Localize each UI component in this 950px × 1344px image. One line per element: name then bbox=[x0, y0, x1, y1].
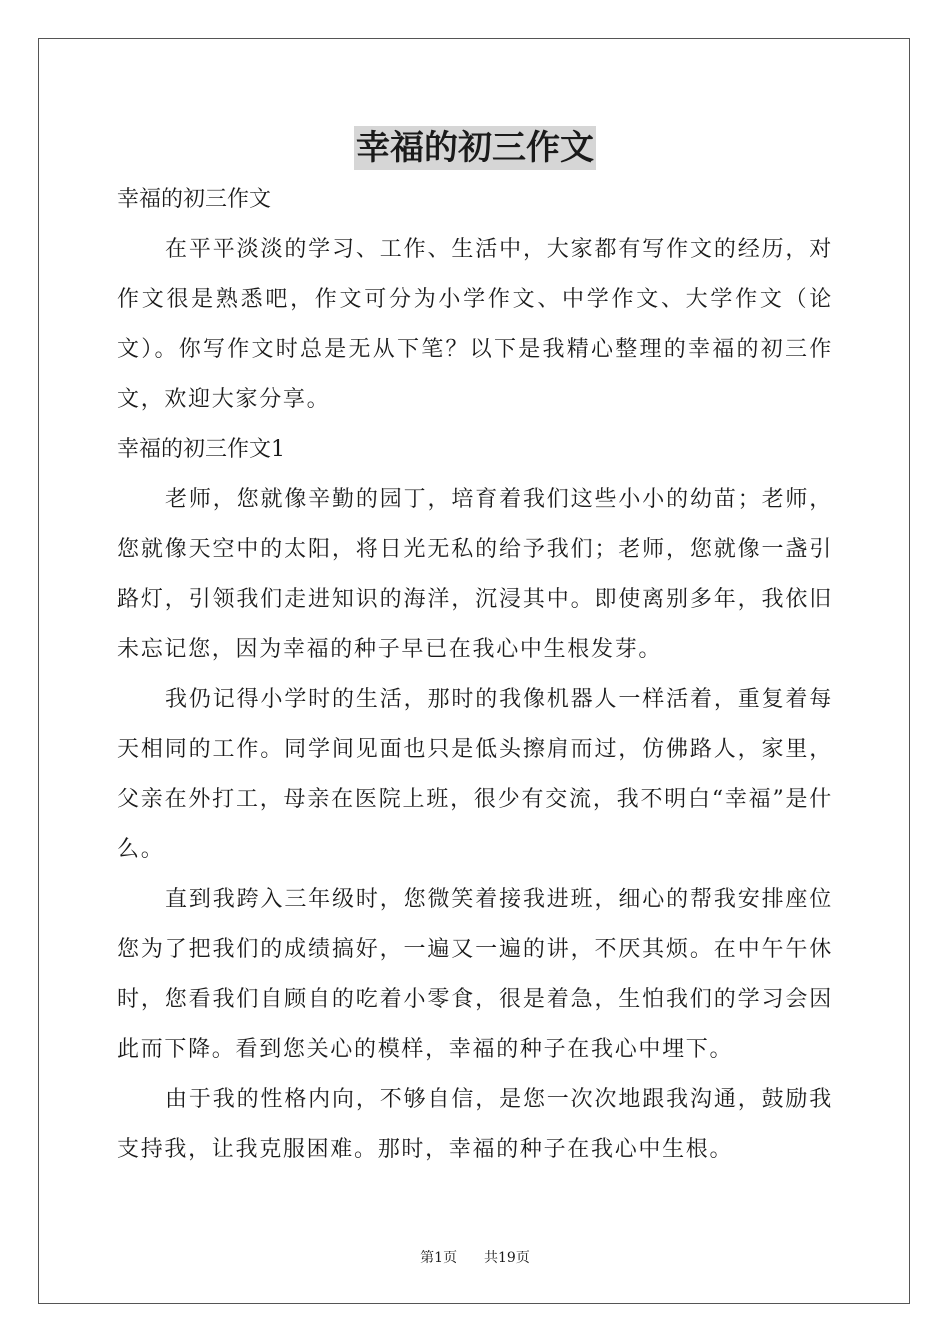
body-paragraph-1: 老师，您就像辛勤的园丁，培育着我们这些小小的幼苗；老师，您就像天空中的太阳，将日光无私的给予我们；老师，您就像一盏引路灯，引领我们走进知识的海洋，沉浸其中。即使离别多年，我依旧未忘记您，因为幸福的种子早已在我心中生根发芽。 bbox=[117, 487, 833, 662]
title-container bbox=[0, 126, 950, 170]
page-total: 共19页 bbox=[484, 1250, 530, 1266]
document-subtitle: 幸福的初三作文 bbox=[117, 187, 272, 212]
document-body bbox=[117, 175, 833, 1175]
document-title: 幸福的初三作文 bbox=[356, 128, 594, 168]
page-number: 第1页 bbox=[420, 1250, 458, 1266]
intro-paragraph: 在平平淡淡的学习、工作、生活中，大家都有写作文的经历，对作文很是熟悉吧，作文可分为小学作文、中学作文、大学作文（论文）。你写作文时总是无从下笔？以下是我精心整理的幸福的初三作文，欢迎大家分享。 bbox=[117, 237, 833, 412]
body-paragraph-2: 我仍记得小学时的生活，那时的我像机器人一样活着，重复着每天相同的工作。同学间见面也只是低头擦肩而过，仿佛路人，家里，父亲在外打工，母亲在医院上班，很少有交流，我不明白“幸福”是什么。 bbox=[117, 687, 833, 862]
body-paragraph-4: 由于我的性格内向，不够自信，是您一次次地跟我沟通，鼓励我支持我，让我克服困难。那时，幸福的种子在我心中生根。 bbox=[117, 1087, 833, 1162]
section-heading: 幸福的初三作文1 bbox=[117, 437, 285, 462]
body-paragraph-3: 直到我跨入三年级时，您微笑着接我进班，细心的帮我安排座位您为了把我们的成绩搞好，一遍又一遍的讲，不厌其烦。在中午午休时，您看我们自顾自的吃着小零食，很是着急，生怕我们的学习会因此而下降。看到您关心的模样，幸福的种子在我心中埋下。 bbox=[117, 887, 833, 1062]
page-footer bbox=[0, 1248, 950, 1268]
